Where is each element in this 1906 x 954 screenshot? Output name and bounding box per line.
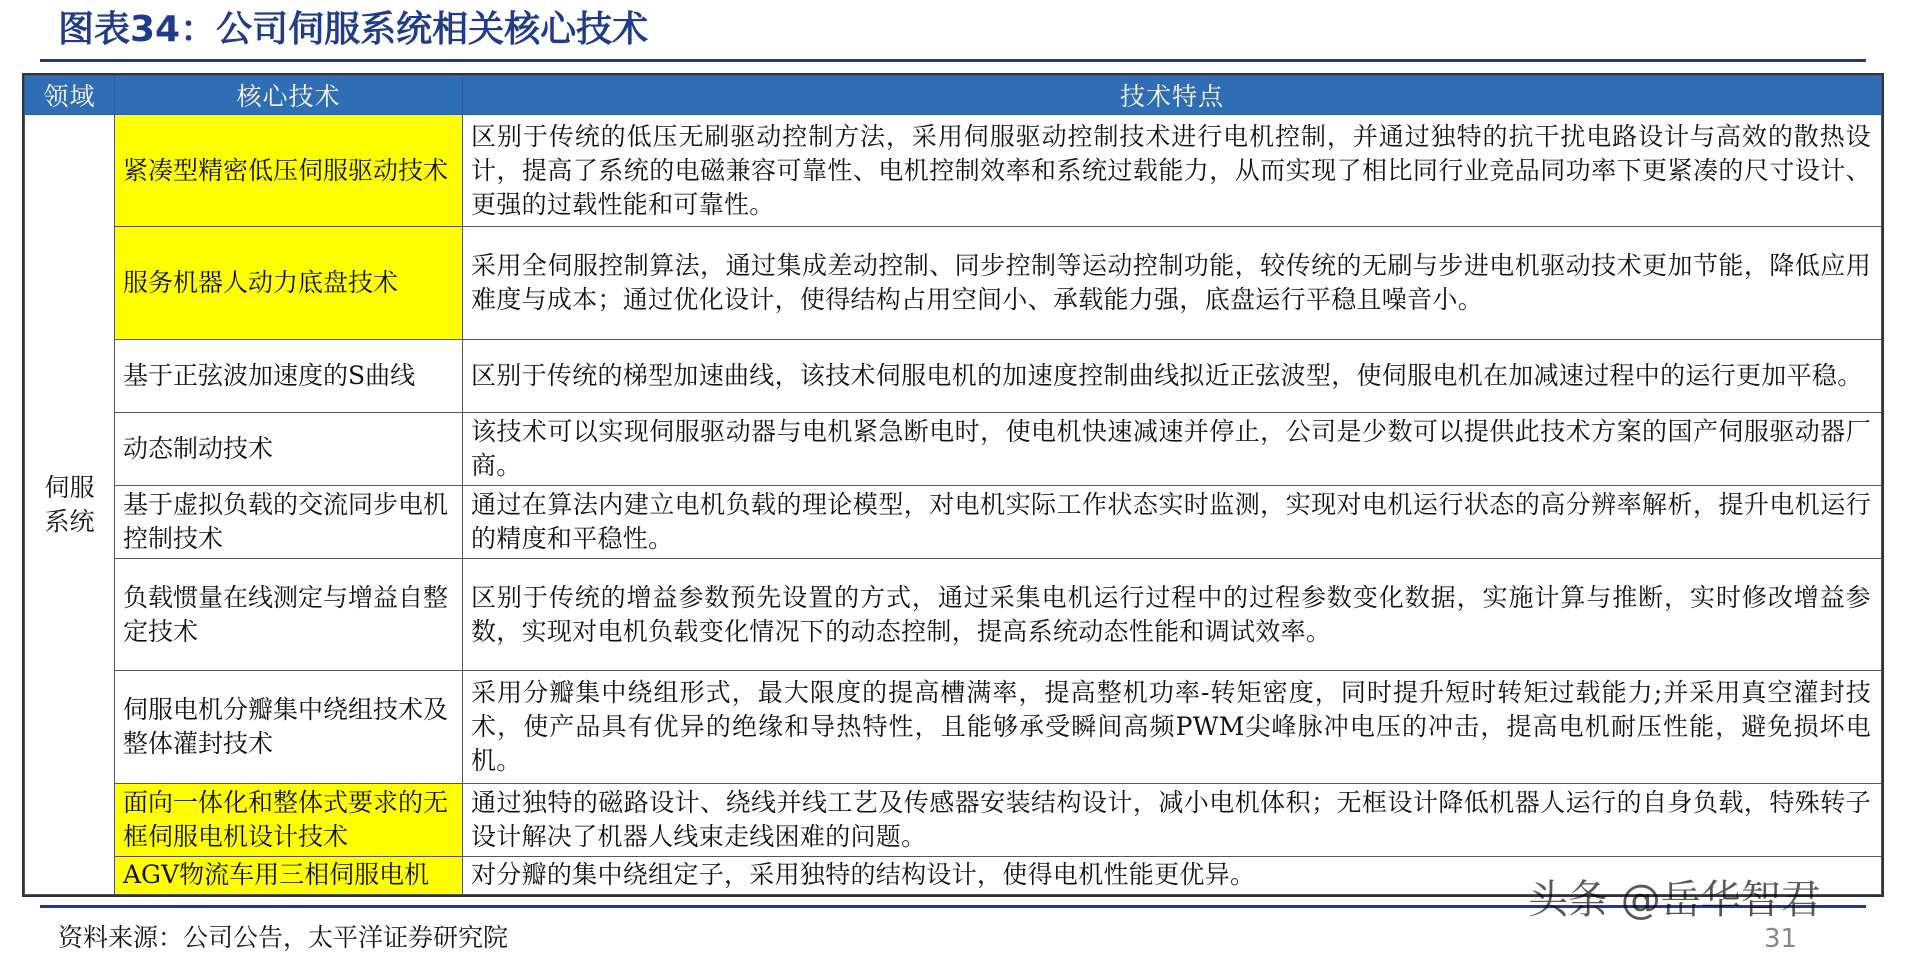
tech-feature-cell: 对分瓣的集中绕组定子，采用独特的结构设计，使得电机性能更优异。 (463, 856, 1882, 894)
page-title: 图表34：公司伺服系统相关核心技术 (58, 9, 649, 50)
field-label: 伺服 系统 (44, 472, 95, 536)
tech-feature-cell: 采用分瓣集中绕组形式，最大限度的提高槽满率，提高整机功率-转矩密度，同时提升短时转矩过载能力;并采用真空灌封技术，使产品具有优异的绝缘和导热特性，且能够承受瞬间高频PWM尖峰脉冲电压的冲击，提高电机耐压性能，避免损坏电机。 (463, 671, 1882, 783)
table-row (25, 339, 1882, 412)
tech-feature-cell: 通过独特的磁路设计、绕线并线工艺及传感器安装结构设计，减小电机体积；无框设计降低机器人运行的自身负载，特殊转子设计解决了机器人线束走线困难的问题。 (463, 783, 1882, 856)
tech-feature-cell: 区别于传统的低压无刷驱动控制方法，采用伺服驱动控制技术进行电机控制，并通过独特的抗干扰电路设计与高效的散热设计，提高了系统的电磁兼容可靠性、电机控制效率和系统过载能力，从而实现了相比同行业竞品同功率下更紧凑的尺寸设计、更强的过载性能和可靠性。 (463, 115, 1882, 227)
header-field: 领域 (25, 76, 115, 115)
table-row (25, 412, 1882, 485)
title-divider (40, 59, 1866, 62)
table-row (25, 227, 1882, 339)
page-number: 31 (1764, 924, 1798, 954)
table-row (25, 115, 1882, 227)
core-tech-cell: 服务机器人动力底盘技术 (115, 227, 463, 339)
core-tech-cell: 基于虚拟负载的交流同步电机控制技术 (115, 485, 463, 558)
core-tech-cell: 紧凑型精密低压伺服驱动技术 (115, 115, 463, 227)
table-row (25, 559, 1882, 671)
tech-feature-cell: 区别于传统的增益参数预先设置的方式，通过采集电机运行过程中的过程参数变化数据，实施计算与推断，实时修改增益参数，实现对电机负载变化情况下的动态控制，提高系统动态性能和调试效率。 (463, 559, 1882, 671)
watermark: 头条 @岳华智君 (1528, 877, 1821, 923)
table-row (25, 783, 1882, 856)
core-tech-cell: 面向一体化和整体式要求的无框伺服电机设计技术 (115, 783, 463, 856)
tech-feature-cell: 该技术可以实现伺服驱动器与电机紧急断电时，使电机快速减速并停止，公司是少数可以提供此技术方案的国产伺服驱动器厂商。 (463, 412, 1882, 485)
core-tech-cell: AGV物流车用三相伺服电机 (115, 856, 463, 894)
tech-table (24, 75, 1882, 895)
core-tech-cell: 伺服电机分瓣集中绕组技术及整体灌封技术 (115, 671, 463, 783)
tech-table-container (22, 73, 1884, 897)
tech-feature-cell: 区别于传统的梯型加速曲线，该技术伺服电机的加速度控制曲线拟近正弦波型，使伺服电机在加减速过程中的运行更加平稳。 (463, 339, 1882, 412)
table-row (25, 485, 1882, 558)
core-tech-cell: 基于正弦波加速度的S曲线 (115, 339, 463, 412)
source-note: 资料来源：公司公告，太平洋证券研究院 (58, 923, 509, 952)
tech-feature-cell: 通过在算法内建立电机负载的理论模型，对电机实际工作状态实时监测，实现对电机运行状态的高分辨率解析，提升电机运行的精度和平稳性。 (463, 485, 1882, 558)
core-tech-cell: 负载惯量在线测定与增益自整定技术 (115, 559, 463, 671)
tech-feature-cell: 采用全伺服控制算法，通过集成差动控制、同步控制等运动控制功能，较传统的无刷与步进电机驱动技术更加节能，降低应用难度与成本；通过优化设计，使得结构占用空间小、承载能力强，底盘运行平稳且噪音小。 (463, 227, 1882, 339)
table-row (25, 671, 1882, 783)
core-tech-cell: 动态制动技术 (115, 412, 463, 485)
header-core-tech: 核心技术 (115, 76, 463, 115)
field-cell (25, 115, 115, 895)
table-header-row (25, 76, 1882, 115)
header-tech-features: 技术特点 (463, 76, 1882, 115)
